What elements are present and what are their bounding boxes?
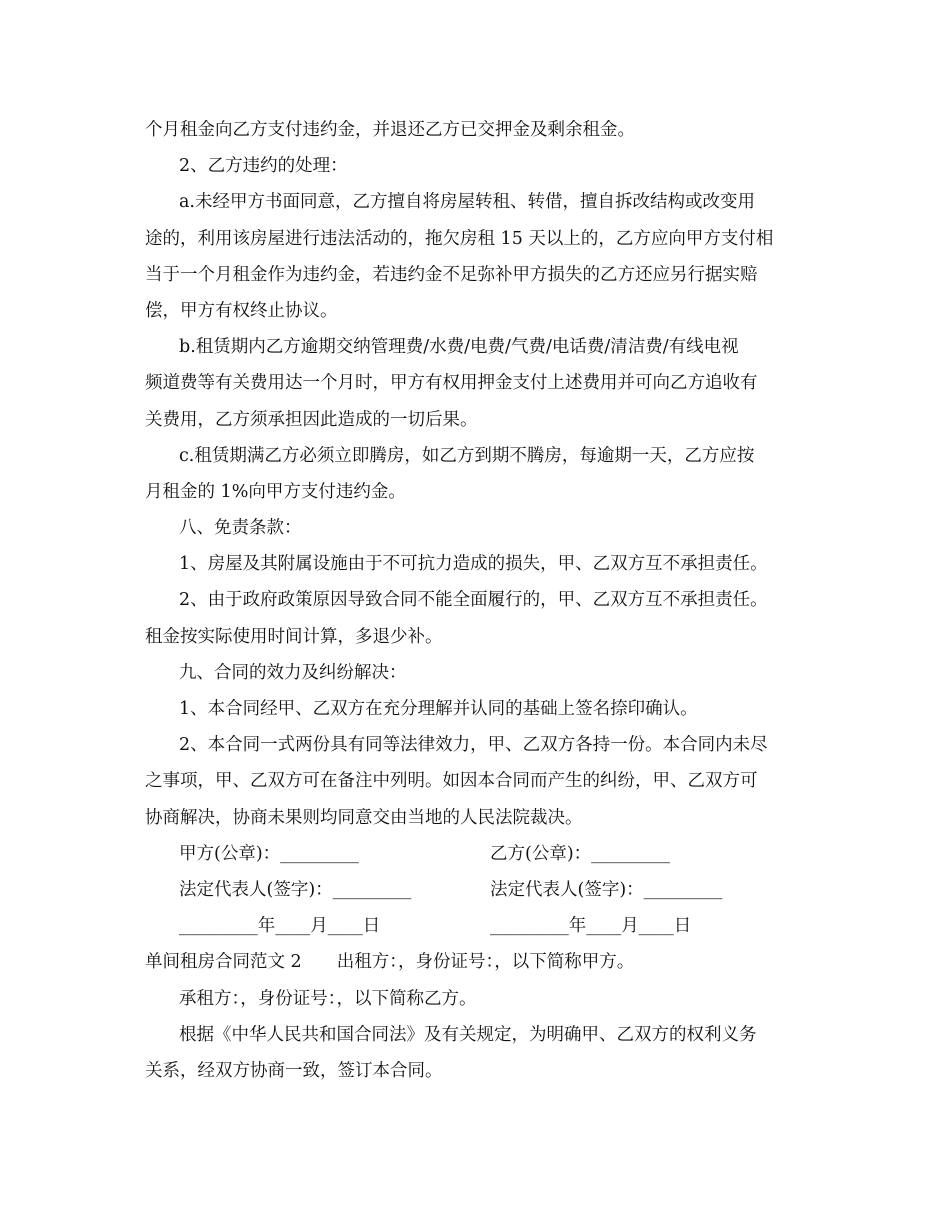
text-line: 2、由于政府政策原因导致合同不能全面履行的，甲、乙双方互不承担责任。 (179, 590, 768, 611)
text-line: 月租金的 1%向甲方支付违约金。 (145, 481, 406, 502)
text-line: c.租赁期满乙方必须立即腾房，如乙方到期不腾房，每逾期一天，乙方应按 (179, 445, 755, 466)
section-heading: 九、合同的效力及纠纷解决： (179, 662, 407, 683)
text-line: 个月租金向乙方支付违约金，并退还乙方已交押金及剩余租金。 (145, 120, 635, 140)
clause-heading: 2、乙方违约的处理： (179, 156, 348, 177)
text-line: 1、本合同经甲、乙双方在充分理解并认同的基础上签名捺印确认。 (179, 699, 698, 719)
text-line: 1、房屋及其附属设施由于不可抗力造成的损失，甲、乙双方互不承担责任。 (179, 554, 768, 575)
text-line: 途的，利用该房屋进行违法活动的，拖欠房租 15 天以上的，乙方应向甲方支付相 (145, 228, 774, 249)
text-line: 之事项，甲、乙双方可在备注中列明。如因本合同而产生的纠纷，甲、乙双方可 (145, 771, 758, 792)
text-line: b.租赁期内乙方逾期交纳管理费/水费/电费/气费/电话费/清洁费/有线电视 (179, 337, 739, 358)
text-line: 频道费等有关费用达一个月时，甲方有权用押金支付上述费用并可向乙方追收有 (145, 373, 758, 394)
text-line: 关系，经双方协商一致，签订本合同。 (145, 1060, 443, 1081)
text-line: 承租方：，身份证号：，以下简称乙方。 (179, 988, 477, 1009)
text-line: 协商解决，协商未果则均同意交由当地的人民法院裁决。 (145, 807, 583, 828)
second-contract-heading: 单间租房合同范文 2 出租方：，身份证号：，以下简称甲方。 (145, 952, 635, 973)
signature-row-date (145, 908, 811, 944)
party-a-seal-field: 甲方(公章)：_________ (179, 843, 359, 864)
party-a-representative-field: 法定代表人(签字)：_________ (179, 879, 412, 900)
text-line: 当于一个月租金作为违约金，若违约金不足弥补甲方损失的乙方还应另行据实赔 (145, 264, 758, 285)
signature-row-seal (145, 836, 811, 872)
document-body (145, 112, 811, 1089)
text-line: 关费用，乙方须承担因此造成的一切后果。 (145, 409, 478, 430)
party-b-seal-field: 乙方(公章)：_________ (490, 843, 670, 864)
party-a-date-field: _________年____月____日 (179, 916, 381, 937)
text-line: 根据《中华人民共和国合同法》及有关规定，为明确甲、乙双方的权利义务 (179, 1024, 757, 1045)
signature-row-representative (145, 872, 811, 908)
text-line: 租金按实际使用时间计算，多退少补。 (145, 626, 443, 647)
section-heading: 八、免责条款： (179, 518, 302, 539)
party-b-date-field: _________年____月____日 (490, 916, 692, 937)
text-line: 偿，甲方有权终止协议。 (145, 300, 338, 321)
party-b-representative-field: 法定代表人(签字)：_________ (490, 879, 723, 900)
text-line: a.未经甲方书面同意，乙方擅自将房屋转租、转借，擅自拆改结构或改变用 (179, 192, 755, 213)
text-line: 2、本合同一式两份具有同等法律效力，甲、乙双方各持一份。本合同内未尽 (179, 735, 768, 756)
